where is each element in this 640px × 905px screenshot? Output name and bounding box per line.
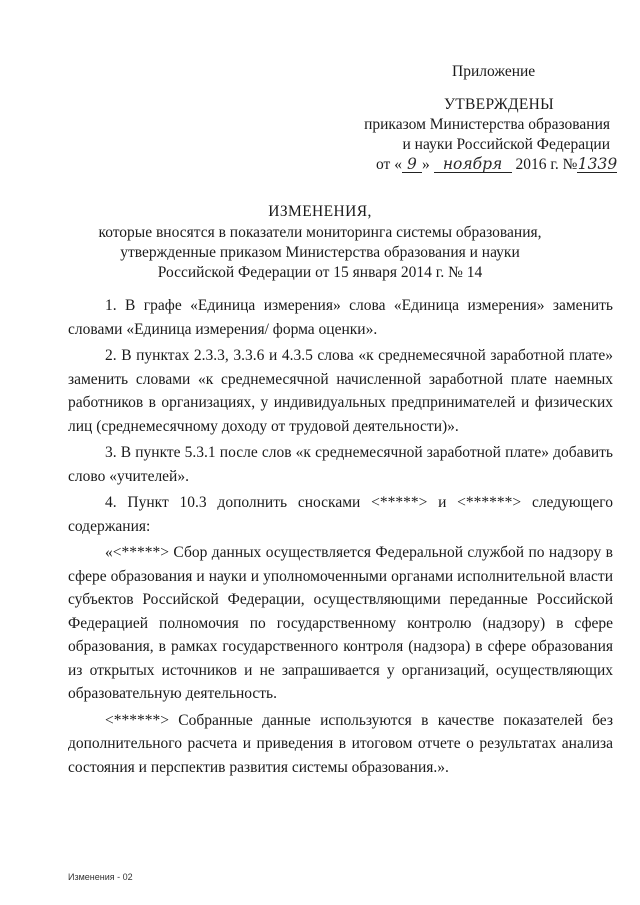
date-year: 2016 г. № — [515, 156, 578, 173]
document-title: ИЗМЕНЕНИЯ, — [268, 203, 372, 220]
approved-label: УТВЕРЖДЕНЫ — [444, 96, 554, 113]
page-footer-label: Изменения - 02 — [68, 872, 133, 882]
handwritten-day: 9 — [402, 156, 422, 173]
paragraph-4: 4. Пункт 10.3 дополнить сносками <*****> и <******> следующего содержания: — [68, 494, 613, 535]
paragraph-footnote-6: <******> Собранные данные используются в качестве показателей без дополнительного расчета и приведения в итоговом отчете о результатах анализа состояния и перспектив развития системы образования.». — [68, 711, 613, 776]
paragraph-1: 1. В графе «Единица измерения» слова «Единица измерения» заменить словами «Единица измерения/ форма оценки». — [68, 297, 613, 338]
document-body — [68, 294, 613, 782]
order-line-ministry: приказом Министерства образования — [364, 116, 610, 133]
paragraph-footnote-5: «<*****> Сбор данных осуществляется Федеральной службой по надзору в сфере образования и науки и уполномоченными органами исполнительной власти субъектов Российской Федерации, осуществляющими переданные Российской Федерацией полномочия по государственному контролю (надзору) в сфере образования, в рамках государственного контроля (надзора) в сфере образования из открытых источников и не запрашивается у организаций, осуществляющих образовательную деятельность. — [68, 544, 613, 702]
handwritten-order-number: 1339 — [577, 155, 618, 173]
date-mid: » — [421, 156, 430, 173]
subtitle-line-3: Российской Федерации от 15 января 2014 г. № 14 — [157, 264, 483, 281]
order-date-line — [376, 155, 617, 175]
order-line-federation: и науки Российской Федерации — [402, 136, 610, 153]
subtitle-line-1: которые вносятся в показатели мониторинга системы образования, — [98, 224, 542, 241]
subtitle-line-2: утвержденные приказом Министерства образования и науки — [120, 244, 520, 261]
appendix-label: Приложение — [452, 63, 536, 80]
paragraph-3: 3. В пункте 5.3.1 после слов «к среднемесячной заработной плате» добавить слово «учителей». — [68, 444, 613, 485]
handwritten-month: ноября — [434, 156, 512, 173]
paragraph-2: 2. В пунктах 2.3.3, 3.3.6 и 4.3.5 слова «к среднемесячной заработной плате» заменить словами «к среднемесячной начисленной заработной плате наемных работников в организациях, у индивидуальных предпринимателей и физических лиц (среднемесячному доходу от трудовой деятельности)». — [68, 347, 613, 435]
date-prefix: от « — [376, 156, 402, 173]
